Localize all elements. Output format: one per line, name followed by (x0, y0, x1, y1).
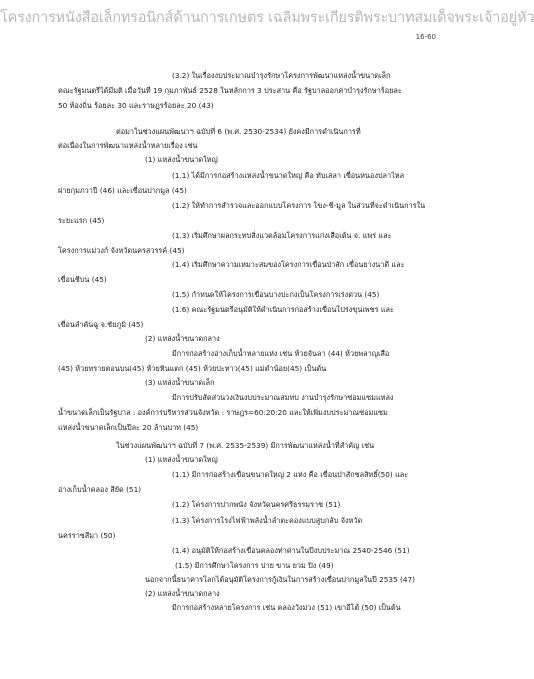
text-line: ต่อเนื่องในการพัฒนาแหล่งน้ำหลายเรื่อง เช่น (58, 141, 198, 150)
text-line: คณะรัฐมนตรีได้มีมติ เมื่อวันที่ 19 กุมภาพันธ์ 2528 ในหลักการ 3 ประสาน คือ รัฐบาลออกค่าบำรุงรักษาร้อยละ (58, 86, 402, 95)
text-line: (1.2) ให้ทำการสำรวจและออกแบบโครงการ โขง-ชี-มูล ในส่วนที่จะดำเนินการใน (172, 201, 426, 210)
text-line: (1.5) กำหนดให้โครงการเขื่อนบางปะกงเป็นโครงการเร่งด่วน (45) (172, 290, 380, 299)
text-line: มีการก่อสร้างหลายโครงการ เช่น คลองวังม่วง (51) เขาอีโต้ (50) เป็นต้น (172, 603, 401, 612)
text-line: 50 ท้องถิ่น ร้อยละ 30 และราษฎรร้อยละ 20 (43) (58, 101, 214, 110)
text-line: (1.1) มีการก่อสร้างเขื่อนขนาดใหญ่ 2 แห่ง คือ เขื่อนป่าสักชลสิทธิ์(50) และ (172, 470, 409, 479)
text-line: น้ำขนาดเล็กเป็นรัฐบาล : องค์การบริหารส่วนจังหวัด : ราษฎร=60:20:20 และให้เพิ่มงบประมาณซ่อมแซม (58, 408, 388, 417)
text-line: ในช่วงแผนพัฒนาฯ ฉบับที่ 7 (พ.ศ. 2535-2539) มีการพัฒนาแหล่งน้ำที่สำคัญ เช่น (116, 441, 375, 450)
text-line: (3) แหล่งน้ำขนาดเล็ก (145, 378, 215, 387)
text-line: (1.4) อนุมัติให้ก่อสร้างเขื่อนคลองท่าด่านในปีงบประมาณ 2540-2546 (51) (172, 546, 410, 555)
text-line: (1.4) เริ่มศึกษาความเหมาะสมของโครงการเขื่อนป่าสัก เขื่อนยางนาดี และ (172, 260, 405, 269)
text-line: นครราชสีมา (50) (58, 531, 116, 540)
text-line: (2) แหล่งน้ำขนาดกลาง (145, 334, 220, 343)
text-line: เขื่อนชีบน (45) (58, 275, 107, 284)
text-line: ต่อมาในช่วงแผนพัฒนาฯ ฉบับที่ 6 (พ.ศ. 2530-2534) ยังคงมีการดำเนินการที่ (116, 127, 361, 136)
text-line: (3.2) ในเรื่องงบประมาณบำรุงรักษาโครงการพัฒนาแหล่งน้ำขนาดเล็ก (172, 71, 391, 80)
text-line: (1.3) เริ่มศึกษาผลกระทบสิ่งแวดล้อมโครงการแก่งเสือเต้น จ. แพร่ และ (172, 231, 392, 240)
text-line: อ่างเก็บน้ำคลอง สียัด (51) (58, 485, 142, 494)
text-line: โครงการแม่วงก์ จังหวัดนครสวรรค์ (45) (58, 246, 185, 255)
text-line: (1) แหล่งน้ำขนาดใหญ่ (145, 155, 218, 164)
text-line: (1.2) โครงการปากพนัง จังหวัดนครศรีธรรมราช (51) (172, 500, 341, 509)
text-line: (1.6) คณะรัฐมนตรีอนุมัติให้ดำเนินการก่อสร้างเขื่อนโปร่งขุนเพชร และ (172, 305, 394, 314)
text-line: (2) แหล่งน้ำขนาดกลาง (145, 589, 220, 598)
header-title: โครงการหนังสือเล็กทรอนิกส์ด้านการเกษตร เฉลิมพระเกียรติพระบาทสมเด็จพระเจ้าอยู่หัว (0, 10, 534, 26)
text-line: (1.5) มีการศึกษาโครงการ ปาย ขาน ยวม ปิง (49) (175, 561, 334, 570)
text-line: (1.1) ได้มีการก่อสร้างแหล่งน้ำขนาดใหญ่ คือ ทับเสลา เขื่อนหนองปลาไหล (172, 171, 405, 180)
text-line: มีการก่อสร้างอ่างเก็บน้ำหลายแห่ง เช่น ห้วยจันลา (44) ห้วยพลาญเสือ (172, 349, 390, 358)
text-line: (1) แหล่งน้ำขนาดใหญ่ (145, 455, 218, 464)
text-line: ฝายกุมภวาปี (46) และเขื่อนปากมูล (45) (58, 186, 187, 195)
text-line: มีการปรับสัดส่วนวงเงินงบประมาณสมทบ งานบำรุงรักษาซ่อมแซมแหล่ง (172, 393, 394, 402)
text-line: (45) ห้วยทรายตอนบน(45) ห้วยหินแตก (45) ห้วยปะทาว(45) แม่ตำน้อย(45) เป็นต้น (58, 364, 327, 373)
text-line: (1.3) โครงการโรงไฟฟ้าพลังน้ำลำตะคองแบบสูบกลับ จังหวัด (172, 516, 363, 525)
page-number: 16-60 (415, 33, 436, 41)
text-line: เขื่อนลำคันฉู จ.ชัยภูมิ (45) (58, 320, 144, 329)
text-line: นอกจากนี้ธนาคารโลกได้อนุมัติโครงการกู้เงินในการสร้างเขื่อนปากมูลในปี 2535 (47) (145, 575, 415, 584)
text-line: แหล่งน้ำขนาดเล็กเป็นปีละ 20 ล้านบาท (45) (58, 423, 199, 432)
text-line: ระยะแรก (45) (58, 216, 105, 225)
